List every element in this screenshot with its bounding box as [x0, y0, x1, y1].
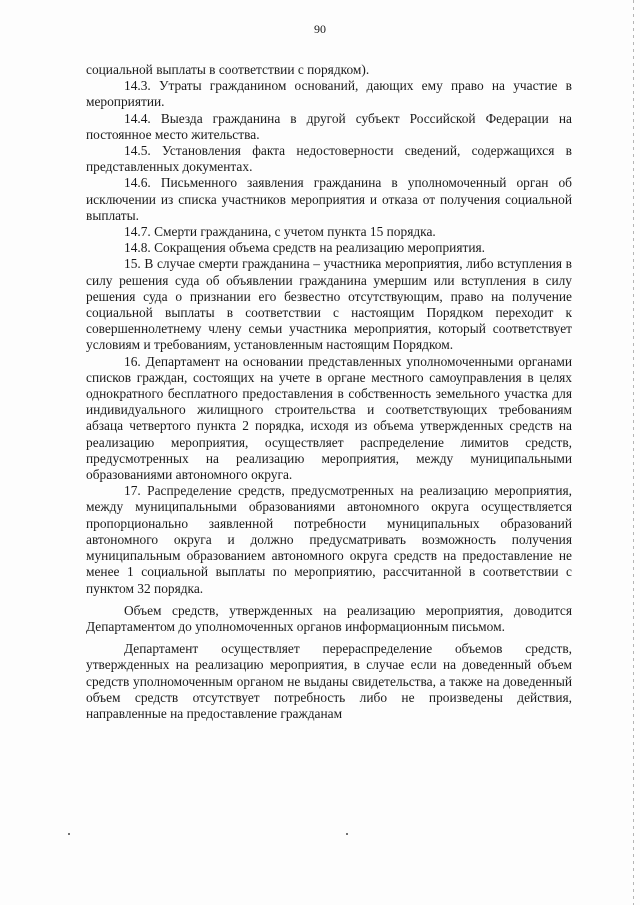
paragraph-14-3: 14.3. Утраты гражданином оснований, дающих ему право на участие в мероприятии. [86, 78, 572, 110]
page-edge-shadow [633, 0, 634, 905]
paragraph-funds-volume: Объем средств, утвержденных на реализацию мероприятия, доводится Департаментом до уполномоченных органов информационным письмом. [86, 602, 572, 634]
body-text [86, 62, 572, 722]
paragraph-14-5: 14.5. Установления факта недостоверности сведений, содержащихся в представленных документах. [86, 143, 572, 175]
scan-speck [346, 833, 348, 835]
scan-speck [68, 833, 70, 835]
paragraph-14-7: 14.7. Смерти гражданина, с учетом пункта 15 порядка. [124, 224, 436, 240]
paragraph-16: 16. Департамент на основании представленных уполномоченными органами списков граждан, состоящих на учете в органе местного самоуправления в целях однократного бесплатного предоставления в собственность земельного участка для индивидуального жилищного строительства и соответствующих требованиям абзаца четвертого пункта 2 порядка, исходя из объема утвержденных средств на реализацию мероприятия, осуществляет распределение лимитов средств, предусмотренных на реализацию мероприятия, между муниципальными образованиями автономного округа. [86, 353, 572, 483]
paragraph-17: 17. Распределение средств, предусмотренных на реализацию мероприятия, между муниципальными образованиями автономного округа осуществляется пропорционально заявленной потребности муниципальных образований автономного округа и должно предусматривать возможность получения муниципальным образованием автономного округа средств на предоставление не менее 1 социальной выплаты по мероприятию, рассчитанной в соответствии с пунктом 32 порядка. [86, 483, 572, 596]
paragraph-14-8: 14.8. Сокращения объема средств на реализацию мероприятия. [124, 240, 485, 256]
paragraph-continuation: социальной выплаты в соответствии с порядком). [86, 62, 370, 77]
paragraph-14-6: 14.6. Письменного заявления гражданина в уполномоченный орган об исключении из списка участников мероприятия и отказа от получения социальной выплаты. [86, 175, 572, 223]
paragraph-redistribution: Департамент осуществляет перераспределение объемов средств, утвержденных на реализацию мероприятия, в случае если на доведенный объем средств уполномоченным органом не выданы свидетельства, а также на доведенный объем средств отсутствует потребность либо не произведены действия, направленные на предоставление гражданам [86, 641, 572, 721]
paragraph-15: 15. В случае смерти гражданина – участника мероприятия, либо вступления в силу решения суда об объявлении гражданина умершим или вступления в силу решения суда о признании его безвестно отсутствующим, право на получение социальной выплаты в соответствии с настоящим Порядком переходит к совершеннолетнему члену семьи участника мероприятия, который соответствует условиям и требованиям, установленным настоящим Порядком. [86, 256, 572, 353]
page-number: 90 [314, 22, 326, 36]
paragraph-14-4: 14.4. Выезда гражданина в другой субъект Российской Федерации на постоянное место жительства. [86, 110, 572, 142]
